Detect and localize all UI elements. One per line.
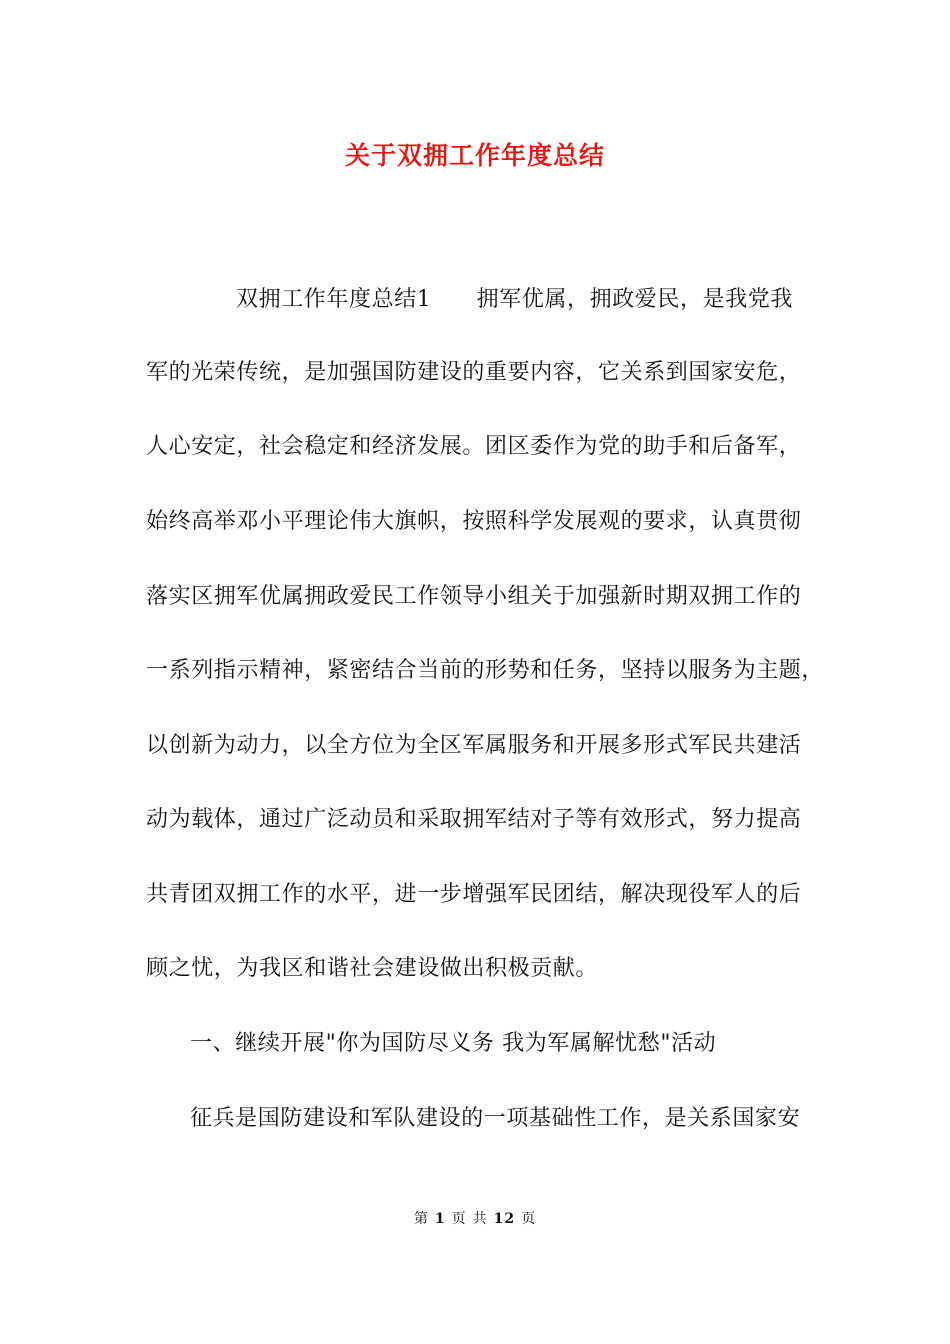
- body-line-3: 人心安定，社会稳定和经济发展。团区委作为党的助手和后备军，: [146, 434, 802, 459]
- body-line-12: 征兵是国防建设和军队建设的一项基础性工作，是关系国家安: [190, 1106, 801, 1131]
- body-line-1: 双拥工作年度总结1 拥军优属，拥政爱民，是我党我: [236, 287, 793, 312]
- footer-current-page: 1: [434, 1211, 446, 1227]
- footer-prefix: 第: [413, 1211, 429, 1227]
- footer-mid2: 共: [472, 1211, 488, 1227]
- body-line-4: 始终高举邓小平理论伟大旗帜，按照科学发展观的要求，认真贯彻: [146, 509, 802, 534]
- body-line-9: 共青团双拥工作的水平，进一步增强军民团结，解决现役军人的后: [146, 882, 802, 907]
- document-title: 关于双拥工作年度总结: [344, 141, 605, 170]
- footer-suffix: 页: [521, 1211, 537, 1227]
- body-line-7: 以创新为动力，以全方位为全区军属服务和开展多形式军民共建活: [146, 733, 802, 758]
- body-line-2: 军的光荣传统，是加强国防建设的重要内容，它关系到国家安危，: [146, 360, 802, 385]
- body-line-10: 顾之忧，为我区和谐社会建设做出积极贡献。: [146, 956, 599, 981]
- body-line-6: 一系列指示精神，紧密结合当前的形势和任务，坚持以服务为主题，: [146, 658, 825, 683]
- page-footer: [0, 1208, 950, 1228]
- body-line-5: 落实区拥军优属拥政爱民工作领导小组关于加强新时期双拥工作的: [146, 584, 802, 609]
- body-line-8: 动为载体，通过广泛动员和采取拥军结对子等有效形式，努力提高: [146, 807, 802, 832]
- footer-mid1: 页: [451, 1211, 467, 1227]
- section-heading-1: 一、继续开展"你为国防尽义务 我为军属解忧愁"活动: [190, 1031, 717, 1056]
- footer-total-pages: 12: [493, 1211, 516, 1227]
